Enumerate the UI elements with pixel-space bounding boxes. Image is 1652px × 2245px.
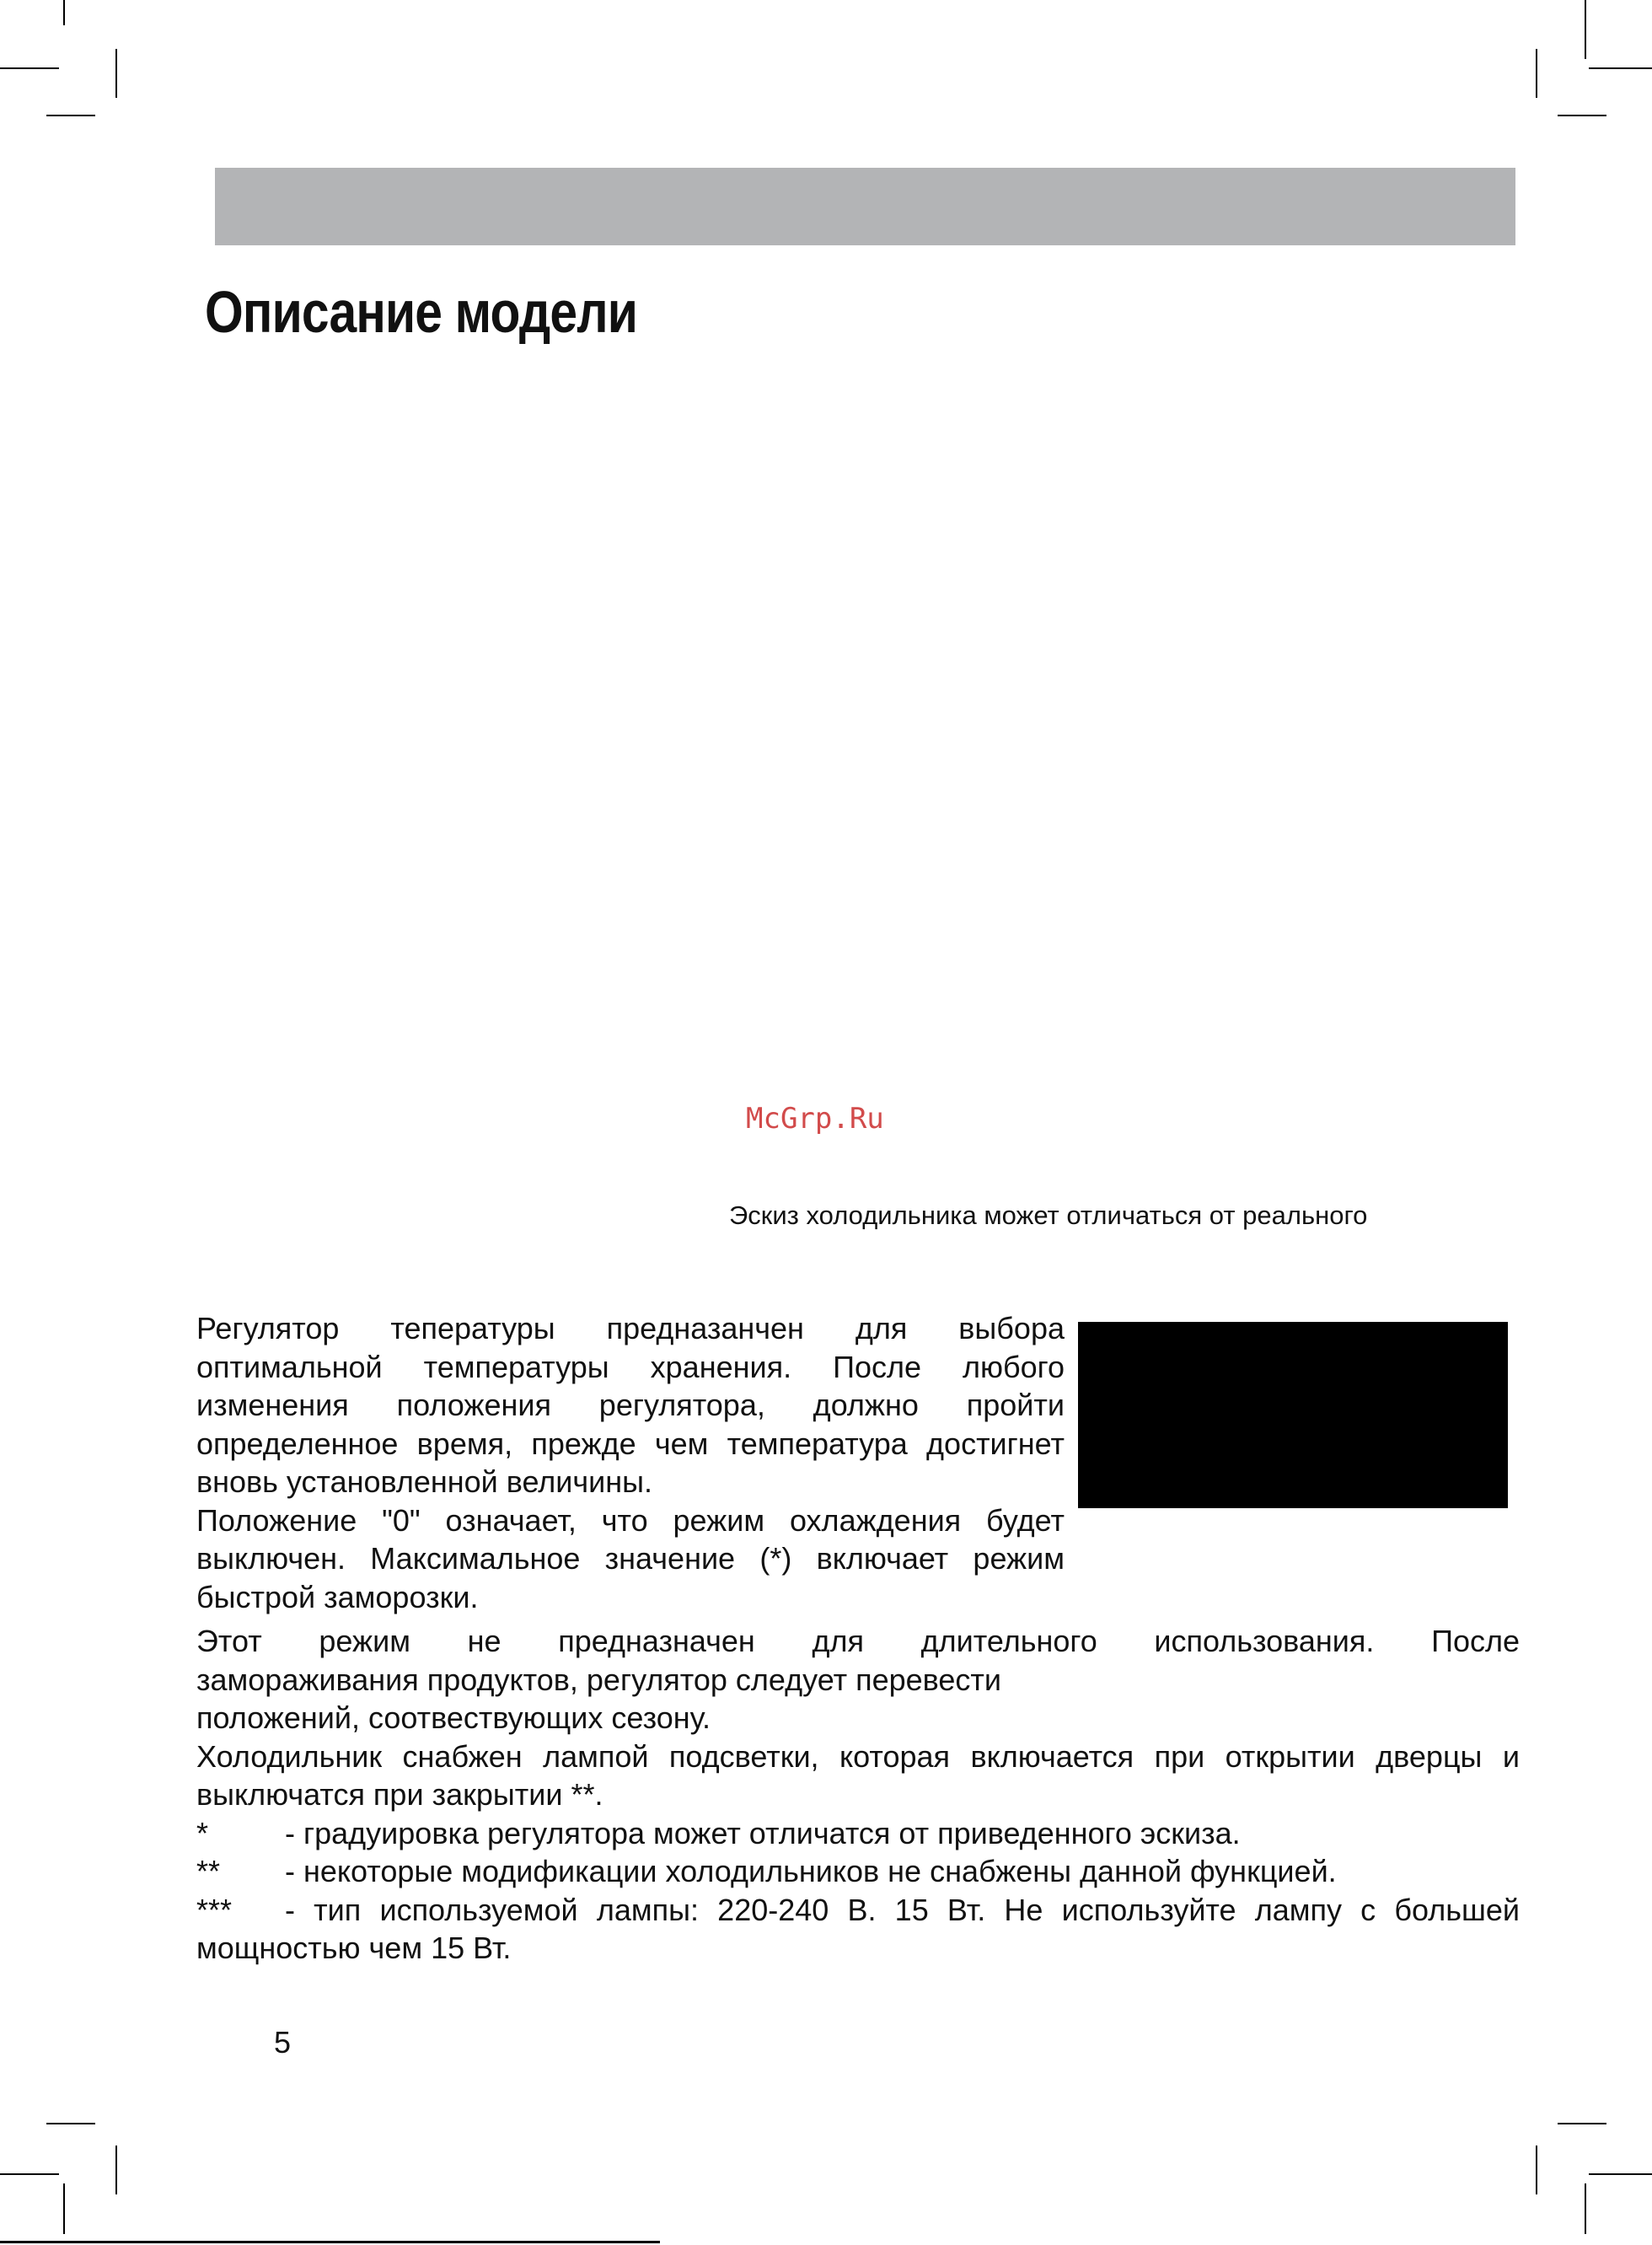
crop-mark xyxy=(115,49,117,98)
crop-mark xyxy=(1589,2173,1652,2175)
crop-mark xyxy=(1536,49,1537,98)
redacted-image xyxy=(1078,1322,1508,1508)
crop-mark xyxy=(1536,2146,1537,2194)
continuation-line: положений, соотвествующих сезону. xyxy=(196,1700,711,1735)
page-title: Описание модели xyxy=(205,279,638,345)
footnote-mark: ** xyxy=(196,1854,221,1888)
crop-mark xyxy=(0,67,59,69)
footnote-text: - градуировка регулятора может отличатся от приведенного эскиза. xyxy=(285,1815,1241,1850)
crop-mark xyxy=(63,2183,65,2234)
footnote-text: - тип используемой лампы: 220-240 В. 15 Вт. Не используйте лампу с большей мощностью чем 15 Вт. xyxy=(196,1892,1520,1965)
regulator-description xyxy=(196,1309,1065,1616)
footnote-text: - некоторые модификации холодильников не снабжены данной функцией. xyxy=(285,1854,1337,1888)
watermark-text: McGrp.Ru xyxy=(746,1102,884,1136)
crop-mark xyxy=(1585,2183,1586,2234)
footnote xyxy=(196,1852,1520,1891)
footnote-mark: * xyxy=(196,1815,209,1850)
continuation-line: замораживания продуктов, регулятор следует перевести xyxy=(196,1662,1001,1697)
header-bar xyxy=(215,168,1515,245)
paragraph-lamp: Холодильник снабжен лампой подсветки, которая включается при открытии дверцы и выключатся при закрытии **. xyxy=(196,1738,1520,1812)
paragraph-position-zero: Положение "0" означает, что режим охлаждения будет выключен. Максимальное значение (*) включает режим быстрой заморозки. xyxy=(196,1502,1065,1614)
crop-mark xyxy=(1585,0,1586,59)
crop-mark xyxy=(63,0,65,25)
crop-mark xyxy=(115,2146,117,2194)
crop-mark xyxy=(46,115,95,116)
crop-mark xyxy=(0,2173,59,2175)
continuation-line: Этот режим не предназначен для длительного использования. После xyxy=(196,1624,1520,1658)
crop-mark xyxy=(1558,2123,1606,2124)
sketch-caption: Эскиз холодильника может отличаться от реального xyxy=(729,1200,1368,1230)
paragraph-regulator: Регулятор тепературы предназанчен для выбора оптимальной температуры хранения. После любого изменения положения регулятора, должно пройти определенное время, прежде чем температура достигнет вновь установленной величины. xyxy=(196,1311,1065,1499)
footnote xyxy=(196,1814,1520,1853)
page-number: 5 xyxy=(274,2025,292,2060)
crop-mark xyxy=(1589,67,1652,69)
crop-mark xyxy=(46,2123,95,2124)
footnote xyxy=(196,1891,1520,1968)
bottom-rule xyxy=(0,2241,660,2243)
footnote-mark: *** xyxy=(196,1892,233,1927)
wide-text-block xyxy=(196,1622,1520,1968)
crop-mark xyxy=(1558,115,1606,116)
